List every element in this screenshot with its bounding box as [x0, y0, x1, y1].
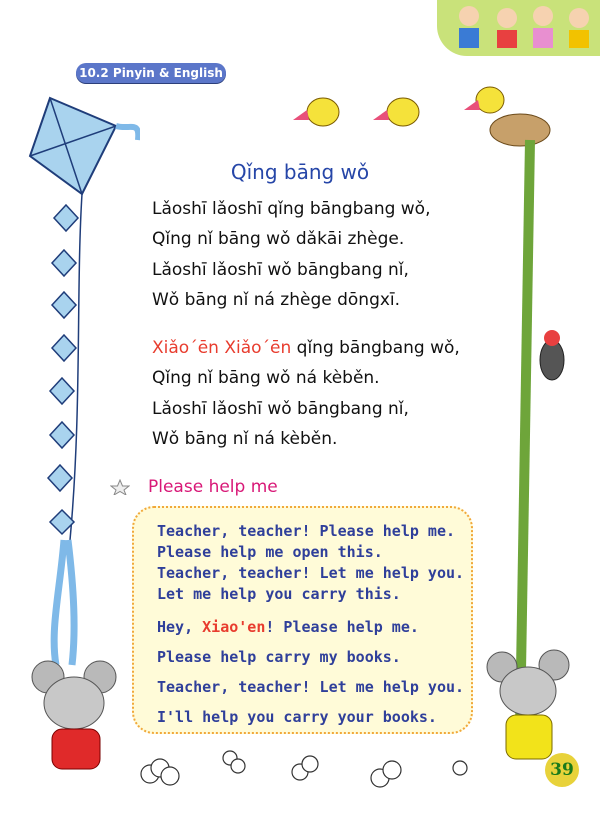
hey-name: Xiao'en: [202, 618, 266, 636]
birds-illustration: [285, 90, 455, 140]
english-line-2: Please help me open this.: [157, 543, 383, 561]
english-line-4: Let me help you carry this.: [157, 585, 401, 603]
page-number: 39: [545, 753, 579, 787]
verse1-line-1: Lǎoshī lǎoshī qǐng bāngbang wǒ,: [152, 199, 431, 219]
english-line-5: [157, 618, 419, 636]
song-title: Qǐng bāng wǒ: [230, 160, 370, 184]
english-line-3: Teacher, teacher! Let me help you.: [157, 564, 465, 582]
english-line-8: I'll help you carry your books.: [157, 708, 437, 726]
hey-prefix: Hey,: [157, 618, 203, 636]
verse1-line-3: Lǎoshī lǎoshī wǒ bāngbang nǐ,: [152, 260, 409, 280]
verse2-line-2: Qǐng nǐ bāng wǒ ná kèběn.: [152, 368, 380, 388]
verse2-line-1: [152, 338, 460, 358]
hey-suffix: ! Please help me.: [265, 618, 419, 636]
verse1-line-2: Qǐng nǐ bāng wǒ dǎkāi zhège.: [152, 229, 405, 249]
mouse-left-illustration: [18, 655, 138, 805]
english-heading: Please help me: [148, 477, 278, 497]
verse2-line-3: Lǎoshī lǎoshī wǒ bāngbang nǐ,: [152, 399, 409, 419]
verse2-line-1-rest: qǐng bāngbang wǒ,: [291, 338, 460, 358]
verse2-line-4: Wǒ bāng nǐ ná kèběn.: [152, 429, 338, 449]
verse2-name: Xiǎo´ēn Xiǎo´ēn: [152, 338, 292, 358]
header-children-illustration: [437, 0, 600, 56]
english-line-1: Teacher, teacher! Please help me.: [157, 522, 456, 540]
lesson-tag: 10.2 Pinyin & English: [76, 63, 226, 83]
mouse-right-illustration: [478, 645, 588, 810]
star-icon: [110, 479, 130, 495]
english-line-7: Teacher, teacher! Let me help you.: [157, 678, 465, 696]
english-line-6: Please help carry my books.: [157, 648, 401, 666]
cloud-doodles: [130, 738, 490, 808]
verse1-line-4: Wǒ bāng nǐ ná zhège dōngxī.: [152, 290, 401, 310]
